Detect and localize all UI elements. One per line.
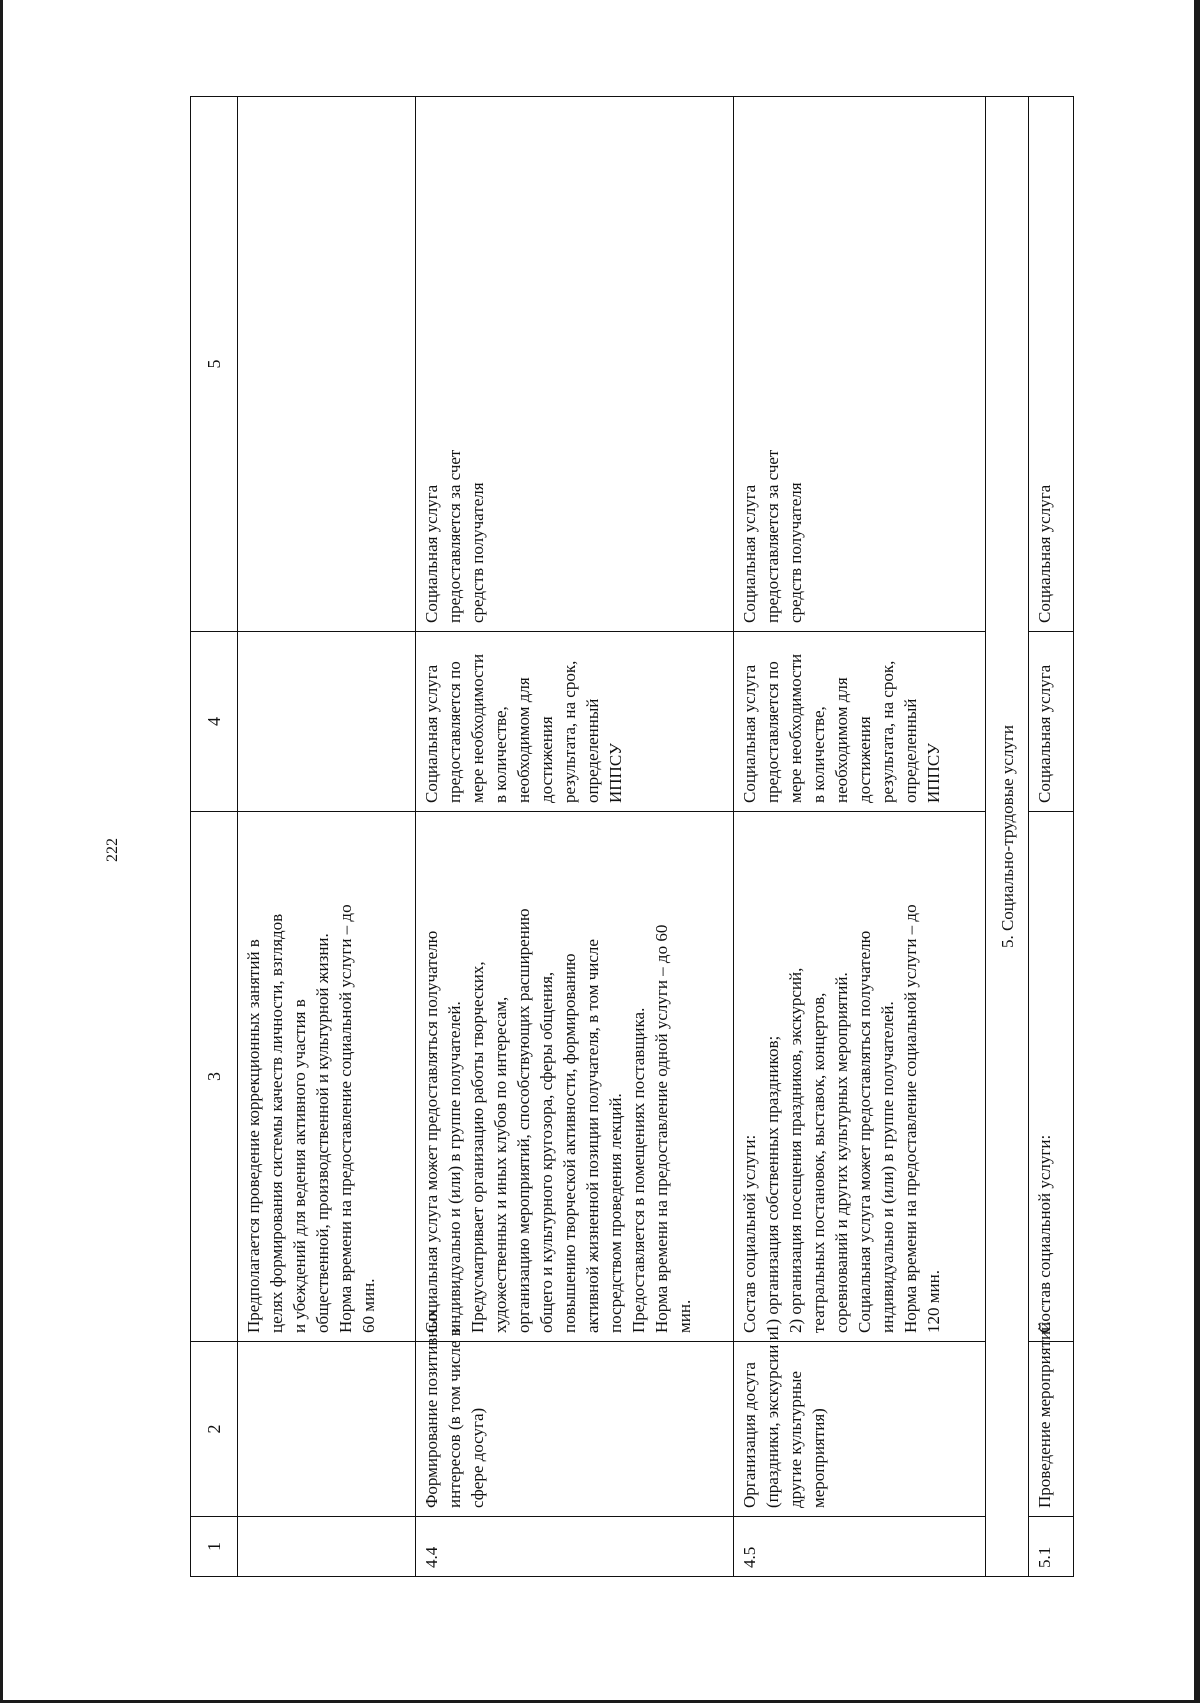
continuation-number-cell xyxy=(238,1517,416,1577)
text-line: ИППСУ xyxy=(606,743,625,803)
text-line: и убеждений для ведения активного участия в xyxy=(290,999,309,1333)
text-line: необходимом для xyxy=(832,677,851,803)
rotated-page-content xyxy=(190,97,1072,1577)
text-line: Норма времени на предоставление социальной услуги – до xyxy=(336,904,355,1333)
header-col-5: 5 xyxy=(191,97,238,632)
header-col-1: 1 xyxy=(191,1517,238,1577)
text-line: индивидуально и (или) в группе получателей. xyxy=(878,1001,897,1333)
row-number: 4.5 xyxy=(734,1517,986,1577)
continuation-volume-cell xyxy=(238,632,416,812)
header-row xyxy=(191,97,238,1577)
text-line: 60 мин. xyxy=(359,1278,378,1333)
page-number: 222 xyxy=(104,838,121,862)
service-description-cell xyxy=(416,812,734,1342)
service-name-cell xyxy=(734,1331,986,1517)
text-line: сфере досуга) xyxy=(468,1407,487,1508)
text-line: 120 мин. xyxy=(924,1270,943,1333)
text-line: предоставляется по xyxy=(763,661,782,803)
text-line: Состав социальной услуги: xyxy=(740,1134,759,1333)
text-line: Социальная услуга xyxy=(740,484,759,623)
text-line: определенный xyxy=(583,698,602,803)
table-row-4-5 xyxy=(734,97,986,1577)
text-line: соревнований и других культурных мероприятий. xyxy=(832,972,851,1333)
text-line: в количестве, xyxy=(809,706,828,803)
service-description-cell xyxy=(734,812,986,1342)
text-line: Предполагается проведение коррекционных занятий в xyxy=(244,939,263,1333)
text-line: Социальная услуга может предоставляться получателю xyxy=(855,930,874,1333)
section-title: 5. Социально-трудовые услуги xyxy=(986,97,1029,1577)
text-line: мере необходимости xyxy=(786,653,805,803)
continuation-conditions-cell xyxy=(238,97,416,632)
service-conditions-cell xyxy=(1029,97,1074,632)
text-line: в количестве, xyxy=(491,706,510,803)
service-volume-cell xyxy=(1029,632,1074,812)
text-line: предоставляется за счет xyxy=(445,449,464,623)
text-line: повышению творческой активности, формированию xyxy=(560,953,579,1333)
service-conditions-cell xyxy=(416,97,734,632)
table-row-4-4 xyxy=(416,97,734,1577)
text-line: организацию мероприятий, способствующих расширению xyxy=(514,908,533,1333)
text-line: ИППСУ xyxy=(924,743,943,803)
header-col-2: 2 xyxy=(191,1342,238,1517)
text-line: Состав социальной услуги: xyxy=(1035,1134,1054,1333)
service-description-cell xyxy=(1029,812,1074,1342)
text-line: другие культурные xyxy=(786,1371,805,1508)
text-line: 1) организация собственных праздников; xyxy=(763,1035,782,1333)
service-volume-cell xyxy=(416,632,734,812)
scan-edge-left xyxy=(0,0,3,1703)
text-line: мин. xyxy=(675,1299,694,1333)
text-line: Социальная услуга xyxy=(1035,664,1054,803)
text-line: общего и культурного кругозора, сферы общения, xyxy=(537,971,556,1333)
text-line: достижения xyxy=(537,716,556,803)
text-line: мероприятия) xyxy=(809,1408,828,1508)
continuation-description-cell xyxy=(238,812,416,1342)
row-number: 5.1 xyxy=(1029,1517,1074,1577)
text-line: предоставляется по xyxy=(445,661,464,803)
text-line: мере необходимости xyxy=(468,653,487,803)
text-line: посредством проведения лекций. xyxy=(606,1093,625,1333)
text-line: 2) организация посещения праздников, экскурсий, xyxy=(786,967,805,1333)
row-number: 4.4 xyxy=(416,1517,734,1577)
service-volume-cell xyxy=(734,632,986,812)
section-row xyxy=(986,97,1029,1577)
text-line: Формирование позитивных xyxy=(422,1308,441,1508)
text-line: Предусматривает организацию работы творческих, xyxy=(468,961,487,1333)
text-line: Норма времени на предоставление одной услуги – до 60 xyxy=(652,924,671,1333)
text-line: активной жизненной позиции получателя, в том числе xyxy=(583,939,602,1333)
text-line: результата, на срок, xyxy=(560,660,579,803)
text-line: (праздники, экскурсии и xyxy=(763,1331,782,1508)
text-line: Норма времени на предоставление социальной услуги – до xyxy=(901,904,920,1333)
service-name-cell xyxy=(1029,1321,1074,1517)
text-line: результата, на срок, xyxy=(878,660,897,803)
table-row-5-1 xyxy=(1029,97,1074,1577)
scan-edge-right xyxy=(1194,0,1200,1703)
text-line: Предоставляется в помещениях поставщика. xyxy=(629,1007,648,1333)
continuation-name-cell xyxy=(238,1342,416,1517)
text-line: интересов (в том числе в xyxy=(445,1328,464,1508)
text-line: определенный xyxy=(901,698,920,803)
text-line: средств получателя xyxy=(468,482,487,623)
text-line: целях формирования системы качеств личности, взглядов xyxy=(267,913,286,1333)
service-conditions-cell xyxy=(734,97,986,632)
text-line: индивидуально и (или) в группе получателей. xyxy=(445,1001,464,1333)
text-line: Социальная услуга может предоставляться получателю xyxy=(422,930,441,1333)
header-col-3: 3 xyxy=(191,812,238,1342)
text-line: предоставляется за счет xyxy=(763,449,782,623)
text-line: необходимом для xyxy=(514,677,533,803)
text-line: Социальная услуга xyxy=(740,664,759,803)
services-table xyxy=(190,96,1074,1577)
text-line: Социальная услуга xyxy=(422,484,441,623)
text-line: театральных постановок, выставок, концертов, xyxy=(809,992,828,1333)
text-line: Социальная услуга xyxy=(1035,484,1054,623)
text-line: достижения xyxy=(855,716,874,803)
text-line: художественных и иных клубов по интересам, xyxy=(491,996,510,1333)
text-line: средств получателя xyxy=(786,482,805,623)
text-line: общественной, производственной и культурной жизни. xyxy=(313,933,332,1333)
text-line: Организация досуга xyxy=(740,1362,759,1508)
continuation-row xyxy=(238,97,416,1577)
header-col-4: 4 xyxy=(191,632,238,812)
text-line: Проведение мероприятий xyxy=(1035,1321,1054,1508)
text-line: Социальная услуга xyxy=(422,664,441,803)
